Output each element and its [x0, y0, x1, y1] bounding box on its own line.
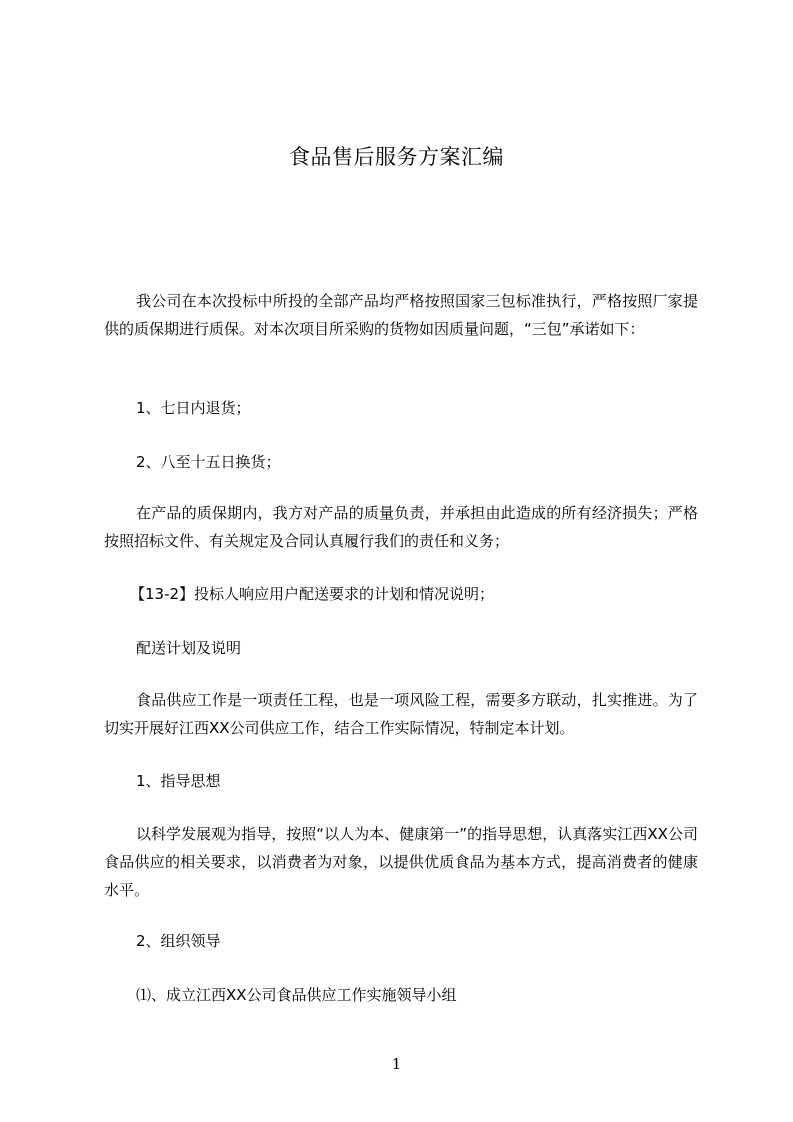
list-item-leading-group: ⑴、成立江西XX公司食品供应工作实施领导小组	[136, 986, 457, 1004]
heading-organization-leadership: 2、组织领导	[136, 932, 221, 950]
section-heading-delivery-plan: 【13-2】投标人响应用户配送要求的计划和情况说明；	[130, 585, 495, 603]
paragraph-food-supply-intro: 食品供应工作是一项责任工程，也是一项风险工程，需要多方联动，扎实推进。为了切实开展好江西XX公司供应工作，结合工作实际情况，特制定本计划。	[104, 691, 698, 737]
paragraph-guiding-ideology: 以科学发展观为指导，按照“以人为本、健康第一”的指导思想，认真落实江西XX公司食品供应的相关要求，以消费者为对象，以提供优质食品为基本方式，提高消费者的健康水平。	[104, 825, 698, 899]
paragraph-warranty-intro: 我公司在本次投标中所投的全部产品均严格按照国家三包标准执行，严格按照厂家提供的质保期进行质保。对本次项目所采购的货物如因质量问题，“三包”承诺如下：	[104, 292, 698, 338]
subheading-delivery-plan: 配送计划及说明	[136, 639, 242, 657]
list-item-return-policy: 1、七日内退货；	[136, 399, 251, 417]
paragraph-quality-responsibility: 在产品的质保期内，我方对产品的质量负责，并承担由此造成的所有经济损失；严格按照招标文件、有关规定及合同认真履行我们的责任和义务；	[104, 504, 698, 550]
document-title: 食品售后服务方案汇编	[289, 145, 504, 169]
list-item-exchange-policy: 2、八至十五日换货；	[136, 453, 281, 471]
page-number: 1	[391, 1055, 402, 1073]
heading-guiding-ideology: 1、指导思想	[136, 772, 221, 790]
